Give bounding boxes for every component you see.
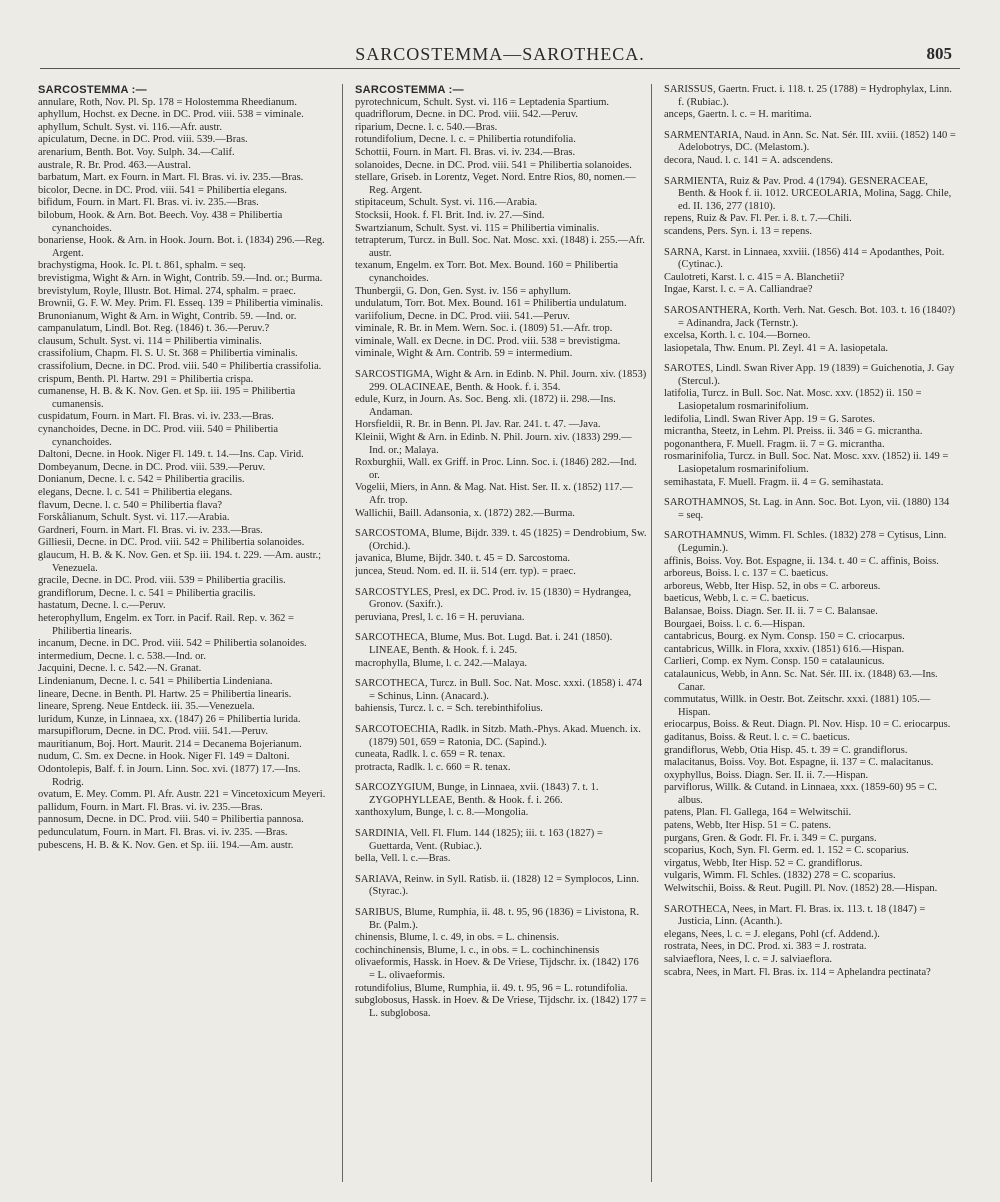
genus-entry: SARNA, Karst. in Linnaea, xxviii. (1856) 414 = Apodanthes, Poit. (Cytinac.). [664,246,945,271]
genus-entry: SARMENTARIA, Naud. in Ann. Sc. Nat. Sér. III. xviii. (1852) 140 = Adelobotrys, DC. (Melastom.). [664,129,956,154]
species-entry: Lindenianum, Decne. l. c. 541 = Philibertia Lindeniana. [38,675,273,687]
species-entry: juncea, Steud. Nom. ed. II. ii. 514 (err. typ). = praec. [355,565,576,577]
species-entry: annulare, Roth, Nov. Pl. Sp. 178 = Holostemma Rheedianum. [38,96,297,108]
species-entry: commutatus, Willk. in Oestr. Bot. Zeitschr. xxxi. (1881) 105.—Hispan. [664,694,931,718]
species-entry: anceps, Gaertn. l. c. = H. maritima. [664,109,812,121]
species-entry: baeticus, Webb, l. c. = C. baeticus. [664,593,809,605]
species-entry: Odontolepis, Balf. f. in Journ. Linn. Soc. xvi. (1877) 17.—Ins. Rodrig. [38,764,301,788]
species-entry: affinis, Boiss. Voy. Bot. Espagne, ii. 134. t. 40 = C. affinis, Boiss. [664,555,939,567]
species-entry: grandiflorus, Webb, Otia Hisp. 45. t. 39 = C. grandiflorus. [664,744,908,756]
species-entry: oxyphyllus, Boiss. Diagn. Ser. II. ii. 7.—Hispan. [664,769,869,781]
species-entry: riparium, Decne. l. c. 540.—Bras. [355,121,498,133]
species-entry: micrantha, Steetz, in Lehm. Pl. Preiss. ii. 346 = G. micrantha. [664,426,923,438]
species-entry: campanulatum, Lindl. Bot. Reg. (1846) t. 36.—Peruv.? [38,323,270,335]
species-entry: lasiopetala, Thw. Enum. Pl. Zeyl. 41 = A. lasiopetala. [664,342,889,354]
species-entry: protracta, Radlk. l. c. 660 = R. tenax. [355,761,511,773]
species-entry: cuspidatum, Fourn. in Mart. Fl. Bras. vi. iv. 233.—Bras. [38,411,274,423]
species-entry: repens, Ruiz & Pav. Fl. Per. i. 8. t. 7.—Chili. [664,213,852,225]
species-entry: Daltoni, Decne. in Hook. Niger Fl. 149. t. 14.—Ins. Cap. Virid. [38,449,304,461]
species-entry: scoparius, Koch, Syn. Fl. Germ. ed. 1. 152 = C. scoparius. [664,845,909,857]
genus-entry: SAROTHECA, Nees, in Mart. Fl. Bras. ix. 113. t. 18 (1847) = Justicia, Linn. (Acanth.). [664,903,926,928]
species-entry: marsupiflorum, Decne. in DC. Prod. viii. 541.—Peruv. [38,726,269,738]
species-entry: pogonanthera, F. Muell. Fragm. ii. 7 = G. micrantha. [664,438,885,450]
species-entry: subglobosus, Hassk. in Hoev. & De Vriese, Tijdschr. ix. (1842) 177 = L. subglobosa. [355,995,647,1019]
species-entry: elegans, Nees, l. c. = J. elegans, Pohl (cf. Addend.). [664,928,880,940]
species-entry: variifolium, Decne. in DC. Prod. viii. 541.—Peruv. [355,310,570,322]
species-entry: rostrata, Nees, in DC. Prod. xi. 383 = J. rostrata. [664,941,867,953]
species-entry: Horsfieldii, R. Br. in Benn. Pl. Jav. Rar. 241. t. 47. —Java. [355,419,601,431]
species-entry: rotundifolium, Decne. l. c. = Philibertia rotundifolia. [355,134,576,146]
species-entry: pedunculatum, Fourn. in Mart. Fl. Bras. vi. iv. 235. —Bras. [38,827,288,839]
species-entry: ovatum, E. Mey. Comm. Pl. Afr. Austr. 221 = Vincetoxicum Meyeri. [38,789,326,801]
section-heading: SARCOSTEMMA :— [355,84,464,96]
species-entry: Brunonianum, Wight & Arn. in Wight, Contrib. 59. —Ind. or. [38,310,297,322]
species-entry: virgatus, Webb, Iter Hisp. 52 = C. grandiflorus. [664,857,863,869]
running-title: SARCOSTEMMA—SAROTHECA. [355,44,645,64]
species-entry: arboreus, Boiss. l. c. 137 = C. baeticus. [664,568,829,580]
species-entry: bifidum, Fourn. in Mart. Fl. Bras. vi. iv. 235.—Bras. [38,197,259,209]
species-entry: flavum, Decne. l. c. 540 = Philibertia flava? [38,499,223,511]
species-entry: patens, Plan. Fl. Gallega, 164 = Welwitschii. [664,807,852,819]
species-entry: Vogelii, Miers, in Ann. & Mag. Nat. Hist. Ser. II. x. (1852) 117.—Afr. trop. [355,482,633,506]
species-entry: bilobum, Hook. & Arn. Bot. Beech. Voy. 438 = Philibertia cynanchoides. [38,209,283,234]
species-entry: eriocarpus, Boiss. & Reut. Diagn. Pl. Nov. Hisp. 10 = C. eriocarpus. [664,719,951,731]
species-entry: glaucum, H. B. & K. Nov. Gen. et Sp. iii. 194. t. 229. —Am. austr.; Venezuela. [38,549,322,574]
species-entry: Schottii, Fourn. in Mart. Fl. Bras. vi. iv. 234.—Bras. [355,146,576,158]
species-entry: chinensis, Blume, l. c. 49, in obs. = L. chinensis. [355,932,559,944]
species-entry: tetrapterum, Turcz. in Bull. Soc. Nat. Mosc. xxi. (1848) i. 255.—Afr. austr. [355,235,645,259]
species-entry: arboreus, Webb, Iter Hisp. 52, in obs = C. arboreus. [664,580,881,592]
genus-entry: SARCOZYGIUM, Bunge, in Linnaea, xvii. (1843) 7. t. 1. ZYGOPHYLLEAE, Benth. & Hook. f. i. 266. [355,782,599,806]
genus-entry: SARCOSTYLES, Presl, ex DC. Prod. iv. 15 (1830) = Hydrangea, Gronov. (Saxifr.). [355,586,632,611]
species-entry: bicolor, Decne. in DC. Prod. viii. 541 = Philibertia elegans. [38,184,288,196]
species-entry: bella, Vell. l. c.—Bras. [355,853,451,865]
species-entry: SARISSUS, Gaertn. Fruct. i. 118. t. 25 (1788) = Hydrophylax, Linn. f. (Rubiac.). [664,84,952,108]
species-entry: scabra, Nees, in Mart. Fl. Bras. ix. 114 = Aphelandra pectinata? [664,966,931,978]
species-entry: Brownii, G. F. W. Mey. Prim. Fl. Esseq. 139 = Philibertia viminalis. [38,298,323,310]
species-entry: stellare, Griseb. in Lorentz, Veget. Nord. Entre Rios, 80, nomen.—Reg. Argent. [355,172,636,196]
genus-entry: SARIAVA, Reinw. in Syll. Ratisb. ii. (1828) 12 = Symplocos, Linn. (Styrac.). [355,873,639,898]
page-header [40,44,960,69]
species-entry: pyrotechnicum, Schult. Syst. vi. 116 = Leptadenia Spartium. [355,96,609,108]
species-entry: lineare, Spreng. Neue Entdeck. iii. 35.—Venezuela. [38,701,255,713]
species-entry: Caulotreti, Karst. l. c. 415 = A. Blanchetii? [664,271,845,283]
genus-entry: SARDINIA, Vell. Fl. Flum. 144 (1825); iii. t. 163 (1827) = Guettarda, Vent. (Rubiac.). [355,828,603,852]
species-entry: Gilliesii, Decne. in DC. Prod. viii. 542 = Philibertia solanoides. [38,537,305,549]
genus-entry: SARCOTHECA, Blume, Mus. Bot. Lugd. Bat. i. 241 (1850). LINEAE, Benth. & Hook. f. i. 245. [355,632,613,656]
text-column-1 [38,84,330,1182]
species-entry: xanthoxylum, Bunge, l. c. 8.—Mongolia. [355,807,529,819]
species-entry: Bourgaei, Boiss. l. c. 6.—Hispan. [664,618,805,630]
section-heading: SARCOSTEMMA :— [38,84,147,96]
species-entry: elegans, Decne. l. c. 541 = Philibertia elegans. [38,487,233,498]
species-entry: luridum, Kunze, in Linnaea, xx. (1847) 26 = Philibertia lurida. [38,713,301,725]
species-entry: cochinchinensis, Blume, l. c., in obs. = L. cochinchinensis [355,944,600,956]
species-entry: pannosum, Decne. in DC. Prod. viii. 540 = Philibertia pannosa. [38,814,304,826]
species-entry: brevistylum, Royle, Illustr. Bot. Himal. 274, sphalm. = praec. [38,285,296,297]
species-entry: Donianum, Decne. l. c. 542 = Philibertia gracilis. [38,474,245,486]
species-entry: crispum, Benth. Pl. Hartw. 291 = Philibertia crispa. [38,373,254,385]
genus-entry: SARCOSTIGMA, Wight & Arn. in Edinb. N. Phil. Journ. xiv. (1853) 299. OLACINEAE, Benth. & Hook. f. i. 354. [355,369,647,393]
text-column-3 [664,84,956,1182]
species-entry: rosmarinifolia, Turcz. in Bull. Soc. Nat. Mosc. xxv. (1852) ii. 149 = Lasiopetalum rosmarinifolium. [664,451,949,476]
species-entry: pallidum, Fourn. in Mart. Fl. Bras. vi. iv. 235.—Bras. [38,801,263,813]
genus-entry: SAROTES, Lindl. Swan River App. 19 (1839) = Guichenotia, J. Gay (Stercul.). [664,363,955,387]
species-entry: semihastata, F. Muell. Fragm. ii. 4 = G. semihastata. [664,476,884,488]
genus-entry: SAROSANTHERA, Korth. Verh. Nat. Gesch. Bot. 103. t. 16 (1840?) = Adinandra, Jack (Ternstr.). [664,304,956,329]
species-entry: Ingae, Karst. l. c. = A. Calliandrae? [664,284,813,296]
species-entry: intermedium, Decne. l. c. 538.—Ind. or. [38,650,206,662]
species-entry: cuneata, Radlk. l. c. 659 = R. tenax. [355,749,506,761]
species-entry: catalaunicus, Webb, in Ann. Sc. Nat. Sér. III. ix. (1848) 63.—Ins. Canar. [664,668,938,693]
genus-entry: SAROTHAMNUS, Wimm. Fl. Schles. (1832) 278 = Cytisus, Linn. (Legumin.). [664,530,947,554]
genus-entry: SARCOSTOMA, Blume, Bijdr. 339. t. 45 (1825) = Dendrobium, Sw. (Orchid.). [355,528,647,552]
species-entry: peruviana, Presl, l. c. 16 = H. peruviana. [355,611,525,623]
species-entry: nudum, C. Sm. ex Decne. in Hook. Niger Fl. 149 = Daltoni. [38,751,290,763]
species-entry: brevistigma, Wight & Arn. in Wight, Contrib. 59.—Ind. or.; Burma. [38,272,323,284]
species-entry: javanica, Blume, Bijdr. 340. t. 45 = D. Sarcostoma. [355,553,571,565]
species-entry: patens, Webb, Iter Hisp. 51 = C. patens. [664,820,832,832]
species-entry: Welwitschii, Boiss. & Reut. Pugill. Pl. Nov. (1852) 28.—Hispan. [664,883,938,895]
species-entry: apiculatum, Decne. in DC. Prod. viii. 539.—Bras. [38,134,248,146]
species-entry: stipitaceum, Schult. Syst. vi. 116.—Arabia. [355,197,538,209]
species-entry: brachystigma, Hook. Ic. Pl. t. 861, sphalm. = seq. [38,260,246,272]
species-entry: Kleinii, Wight & Arn. in Edinb. N. Phil. Journ. xiv. (1833) 299.—Ind. or.; Malaya. [355,432,632,456]
species-entry: Stocksii, Hook. f. Fl. Brit. Ind. iv. 27.—Sind. [355,209,545,221]
genus-entry: SAROTHAMNOS, St. Lag. in Ann. Soc. Bot. Lyon, vii. (1880) 134 = seq. [664,497,950,521]
species-entry: undulatum, Torr. Bot. Mex. Bound. 161 = Philibertia undulatum. [355,298,627,310]
species-entry: bonariense, Hook. & Arn. in Hook. Journ. Bot. i. (1834) 296.—Reg. Argent. [38,235,325,259]
species-entry: heterophyllum, Engelm. ex Torr. in Pacif. Rail. Rep. v. 362 = Philibertia linearis. [38,612,294,637]
species-entry: crassifolium, Decne. in DC. Prod. viii. 540 = Philibertia crassifolia. [38,361,322,373]
species-entry: incanum, Decne. in DC. Prod. viii. 542 = Philibertia solanoides. [38,638,307,650]
species-entry: vulgaris, Wimm. Fl. Schles. (1832) 278 = C. scoparius. [664,870,896,882]
species-entry: edule, Kurz, in Journ. As. Soc. Beng. xli. (1872) ii. 298.—Ins. Andaman. [355,394,616,418]
species-entry: purgans, Gren. & Godr. Fl. Fr. i. 349 = C. purgans. [664,832,877,844]
species-entry: Swartzianum, Schult. Syst. vi. 115 = Philibertia viminalis. [355,222,600,234]
species-entry: arenarium, Benth. Bot. Voy. Sulph. 34.—Calif. [38,146,235,158]
species-entry: Wallichii, Baill. Adansonia, x. (1872) 282.—Burma. [355,507,575,519]
species-entry: bahiensis, Turcz. l. c. = Sch. terebinthifolius. [355,703,543,715]
species-entry: Forskålianum, Schult. Syst. vi. 117.—Arabia. [38,512,230,524]
species-entry: cantabricus, Willk. in Flora, xxxiv. (1851) 616.—Hispan. [664,643,905,655]
text-column-2 [355,84,647,1182]
species-entry: australe, R. Br. Prod. 463.—Austral. [38,159,191,171]
species-entry: rotundifolius, Blume, Rumphia, ii. 49. t. 95, 96 = L. rotundifolia. [355,982,628,994]
species-entry: aphyllum, Schult. Syst. vi. 116.—Afr. austr. [38,121,222,133]
species-entry: parviflorus, Willk. & Cutand. in Linnaea, xxx. (1859-60) 95 = C. albus. [664,782,938,806]
genus-entry: SARCOTOECHIA, Radlk. in Sitzb. Math.-Phys. Akad. Muench. ix. (1879) 501, 659 = Ratonia, DC. (Sapind.). [355,723,641,748]
species-entry: Balansae, Boiss. Diagn. Ser. II. ii. 7 = C. Balansae. [664,605,878,617]
species-entry: grandiflorum, Decne. l. c. 541 = Philibertia gracilis. [38,587,256,599]
species-entry: clausum, Schult. Syst. vi. 114 = Philibertia viminalis. [38,335,262,347]
species-entry: excelsa, Korth. l. c. 104.—Borneo. [664,330,811,342]
species-entry: viminale, R. Br. in Mem. Wern. Soc. i. (1809) 51.—Afr. trop. [355,323,613,335]
species-entry: macrophylla, Blume, l. c. 242.—Malaya. [355,657,528,669]
species-entry: cantabricus, Bourg. ex Nym. Consp. 150 = C. criocarpus. [664,631,905,643]
species-entry: lineare, Decne. in Benth. Pl. Hartw. 25 = Philibertia linearis. [38,688,292,700]
species-entry: cumanense, H. B. & K. Nov. Gen. et Sp. iii. 195 = Philibertia cumanensis. [38,386,296,410]
species-entry: Carlieri, Comp. ex Nym. Consp. 150 = catalaunicus. [664,656,885,668]
species-entry: solanoides, Decne. in DC. Prod. viii. 541 = Philibertia solanoides. [355,159,632,171]
species-entry: decora, Naud. l. c. 141 = A. adscendens. [664,154,833,166]
species-entry: Gardneri, Fourn. in Mart. Fl. Bras. vi. iv. 233.—Bras. [38,524,263,536]
species-entry: crassifolium, Chapm. Fl. S. U. St. 368 = Philibertia viminalis. [38,348,298,360]
column-divider [651,84,652,1182]
species-entry: Thunbergii, G. Don, Gen. Syst. iv. 156 = aphyllum. [355,285,571,297]
species-entry: gaditanus, Boiss. & Reut. l. c. = C. baeticus. [664,731,850,743]
genus-entry: SARIBUS, Blume, Rumphia, ii. 48. t. 95, 96 (1836) = Livistona, R. Br. (Palm.). [355,907,640,931]
species-entry: hastatum, Decne. l. c.—Peruv. [38,600,166,612]
species-entry: latifolia, Turcz. in Bull. Soc. Nat. Mosc. xxv. (1852) ii. 150 = Lasiopetalum rosmarinifolium. [664,388,922,413]
species-entry: scandens, Pers. Syn. i. 13 = repens. [664,225,812,237]
page-number: 805 [926,44,952,63]
species-entry: pubescens, H. B. & K. Nov. Gen. et Sp. iii. 194.—Am. austr. [38,839,294,851]
column-divider [342,84,343,1182]
genus-entry: SARMIENTA, Ruiz & Pav. Prod. 4 (1794). GESNERACEAE, Benth. & Hook f. ii. 1012. URCEOLARIA, Molina, Sagg. Chile, ed. II. 136, 277 (1810). [664,175,952,212]
species-entry: viminale, Wall. ex Decne. in DC. Prod. viii. 538 = brevistigma. [355,335,621,347]
species-entry: olivaeformis, Hassk. in Hoev. & De Vriese, Tijdschr. ix. (1842) 176 = L. olivaeformis. [355,957,639,981]
species-entry: cynanchoides, Decne. in DC. Prod. viii. 540 = Philibertia cynanchoides. [38,424,279,448]
genus-entry: SARCOTHECA, Turcz. in Bull. Soc. Nat. Mosc. xxxi. (1858) i. 474 = Schinus, Linn. (Anacard.). [355,678,643,702]
species-entry: malacitanus, Boiss. Voy. Bot. Espagne, ii. 137 = C. malacitanus. [664,757,934,769]
species-entry: gracile, Decne. in DC. Prod. viii. 539 = Philibertia gracilis. [38,575,286,587]
species-entry: salviaeflora, Nees, l. c. = J. salviaeflora. [664,954,833,965]
species-entry: aphyllum, Hochst. ex Decne. in DC. Prod. viii. 538 = viminale. [38,109,304,121]
species-entry: mauritianum, Boj. Hort. Maurit. 214 = Decanema Bojerianum. [38,738,302,750]
species-entry: quadriflorum, Decne. in DC. Prod. viii. 542.—Peruv. [355,109,578,121]
species-entry: texanum, Engelm. ex Torr. Bot. Mex. Bound. 160 = Philibertia cynanchoides. [355,260,619,284]
species-entry: Dombeyanum, Decne. in DC. Prod. viii. 539.—Peruv. [38,461,266,473]
species-entry: Roxburghii, Wall. ex Griff. in Proc. Linn. Soc. i. (1846) 282.—Ind. or. [355,457,637,481]
species-entry: Jacquini, Decne. l. c. 542.—N. Granat. [38,663,202,675]
species-entry: barbatum, Mart. ex Fourn. in Mart. Fl. Bras. vi. iv. 235.—Bras. [38,172,304,184]
species-entry: viminale, Wight & Arn. Contrib. 59 = intermedium. [355,348,573,360]
species-entry: ledifolia, Lindl. Swan River App. 19 = G. Sarotes. [664,413,875,425]
